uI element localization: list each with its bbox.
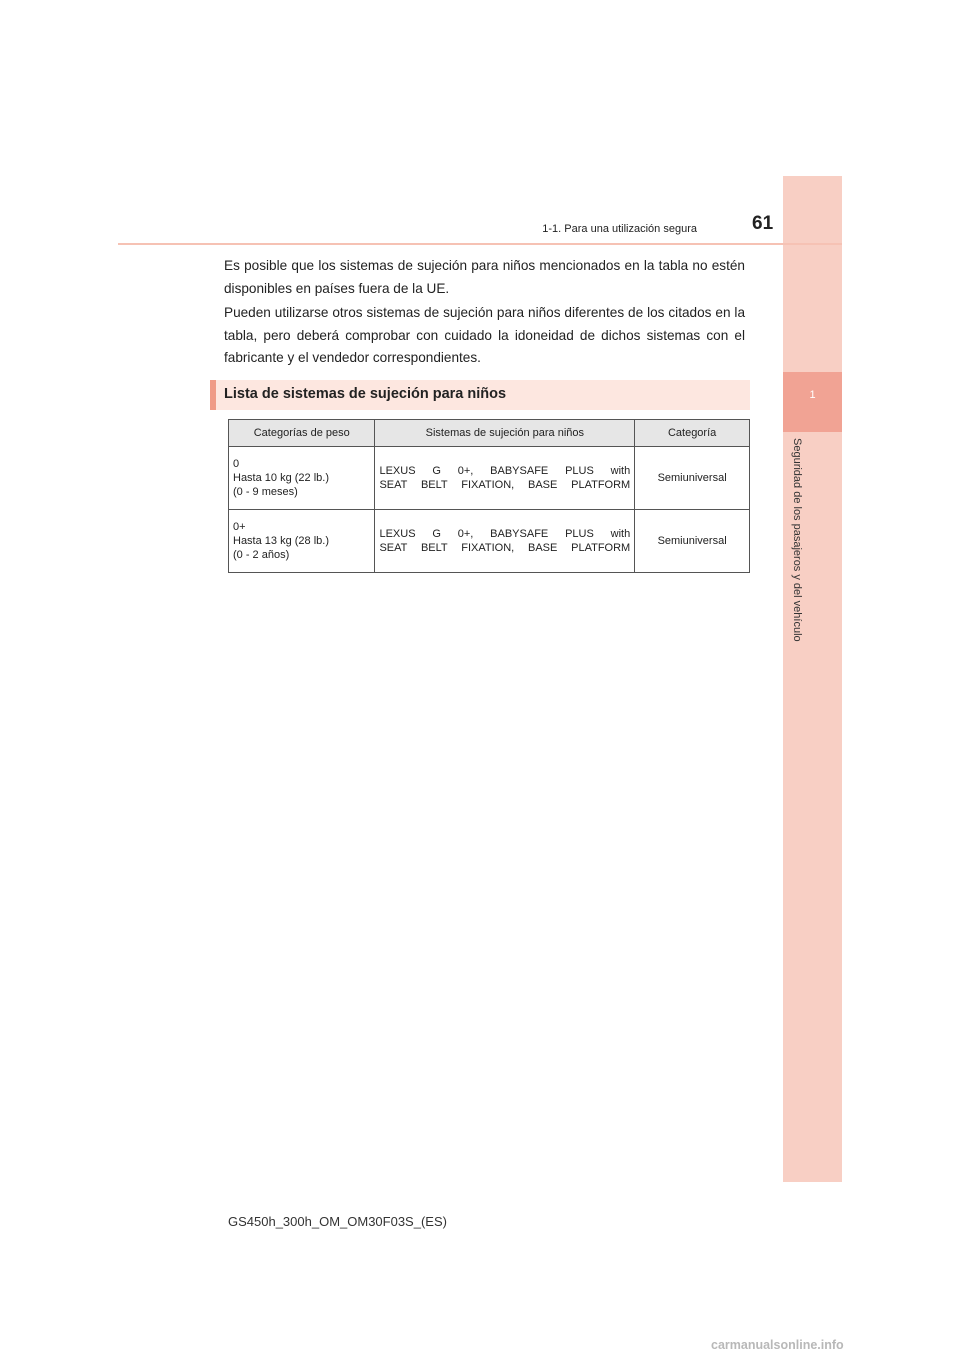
system-cell [375,447,635,510]
weight-cell [229,447,375,510]
chapter-tab-active[interactable] [783,372,842,432]
child-restraint-table [228,419,750,573]
table-row [229,447,750,510]
chapter-title: Seguridad de los pasajeros y del vehículo [791,438,803,642]
category-cell: Semiuniversal [635,447,750,510]
column-header-weight: Categorías de peso [229,420,375,447]
column-header-system: Sistemas de sujeción para niños [375,420,635,447]
weight-group: 0 [233,458,240,470]
watermark: carmanualsonline.info [711,1338,844,1352]
system-line: LEXUS G 0+, BABYSAFE PLUS with [379,465,631,477]
section-title: 1-1. Para una utilización segura [542,223,697,235]
weight-group: 0+ [233,521,246,533]
category-cell: Semiuniversal [635,510,750,573]
page-number: 61 [752,213,774,234]
age-range: (0 - 9 meses) [233,486,298,498]
system-line: LEXUS G 0+, BABYSAFE PLUS with [379,528,631,540]
system-line: SEAT BELT FIXATION, BASE PLATFORM [379,479,631,491]
weight-limit: Hasta 13 kg (28 lb.) [233,535,329,547]
column-header-category: Categoría [635,420,750,447]
table-row [229,510,750,573]
system-cell [375,510,635,573]
age-range: (0 - 2 años) [233,549,290,561]
advice-paragraph: Pueden utilizarse otros sistemas de sujeción para niños diferentes de los citados en la tabla, pero deberá comprobar con cuidado la idoneidad de dichos sistemas con el fabricante y el vendedor correspondientes. [224,305,745,365]
document-code: GS450h_300h_OM_OM30F03S_(ES) [228,1214,447,1229]
weight-limit: Hasta 10 kg (22 lb.) [233,472,329,484]
section-heading: Lista de sistemas de sujeción para niños [224,386,507,402]
chapter-side-tab [783,176,842,1182]
section-heading-accent [210,380,216,410]
weight-cell [229,510,375,573]
header-rule [118,243,842,245]
system-line: SEAT BELT FIXATION, BASE PLATFORM [379,542,631,554]
chapter-number: 1 [809,389,816,401]
intro-paragraph: Es posible que los sistemas de sujeción para niños mencionados en la tabla no estén disponibles en países fuera de la UE. [224,258,745,296]
table-header-row [229,420,750,447]
